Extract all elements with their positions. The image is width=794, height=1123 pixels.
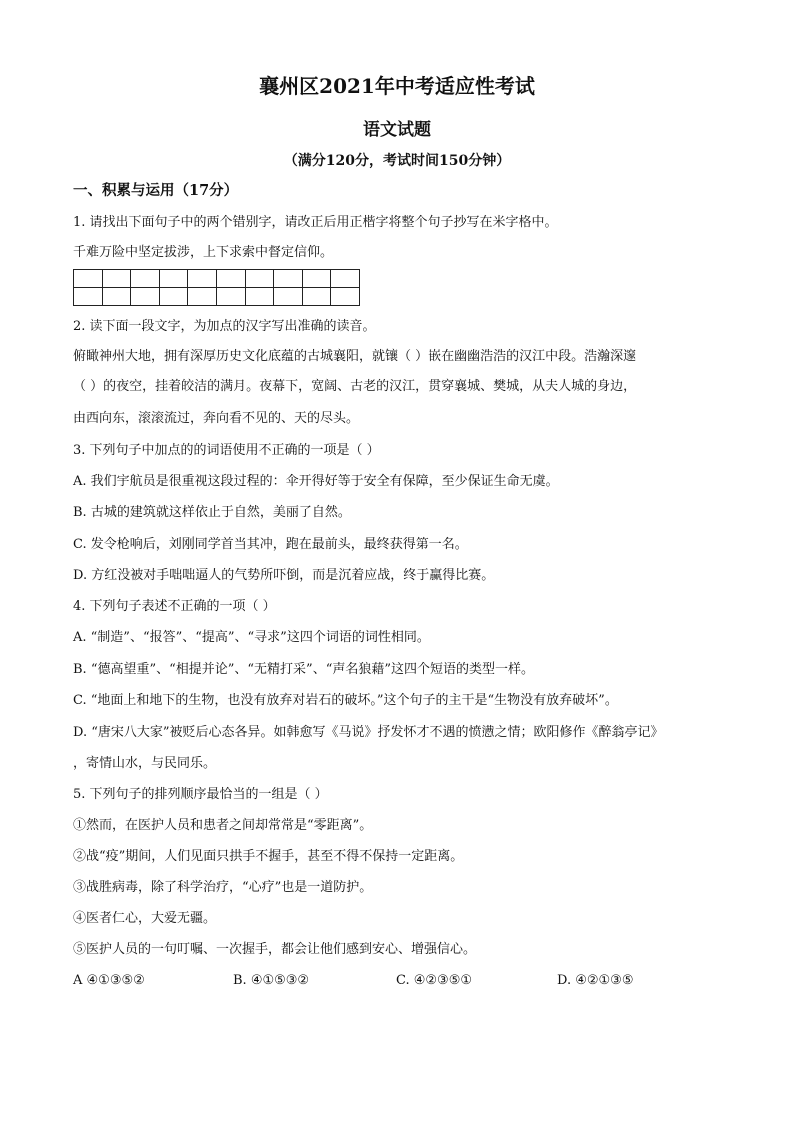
q5-prompt: 5. 下列句子的排列顺序最恰当的一组是（ ） — [73, 787, 328, 802]
exam-note: （满分120分，考试时间150分钟） — [283, 153, 511, 169]
q1-sentence: 千难万险中坚定拔涉，上下求索中督定信仰。 — [73, 245, 334, 260]
q1-prompt: 1. 请找出下面句子中的两个错别字，请改正后用正楷字将整个句子抄写在米字格中。 — [73, 215, 558, 230]
q4-option-b: B. “德高望重”、“相提并论”、“无精打采”、“声名狼藉”这四个短语的类型一样。 — [73, 662, 534, 677]
q5-option-c: C. ④②③⑤① — [396, 973, 473, 988]
exam-subtitle: 语文试题 — [363, 120, 431, 140]
q4-prompt: 4. 下列句子表述不正确的一项（ ） — [73, 599, 276, 614]
q5-option-d: D. ④②①③⑤ — [557, 973, 634, 988]
q3-option-d: D. 方红没被对手咄咄逼人的气势所吓倒，而是沉着应战，终于赢得比赛。 — [73, 568, 495, 583]
q2-line-3: 由西向东，滚滚流过，奔向看不见的、天的尽头。 — [73, 411, 360, 426]
q4-option-d-line-1: D. “唐宋八大家”被贬后心态各异。如韩愈写《马说》抒发怀才不遇的愤懑之情；欧阳修作《醉翁亭记》 — [73, 725, 664, 740]
q2-line-1: 俯瞰神州大地，拥有深厚历史文化底蕴的古城襄阳，就镶（ ）嵌在幽幽浩浩的汉江中段。浩瀚深邃 — [73, 349, 637, 364]
q4-option-c: C. “地面上和地下的生物，也没有放弃对岩石的破坏。”这个句子的主干是“生物没有放弃破坏”。 — [73, 693, 618, 708]
q3-option-b: B. 古城的建筑就这样依止于自然，美丽了自然。 — [73, 505, 351, 520]
q3-option-a: A. 我们宇航员是很重视这段过程的：伞开得好等于安全有保障，至少保证生命无虞。 — [73, 474, 559, 489]
writing-grid[interactable] — [73, 269, 360, 306]
q5-sentence-5: ⑤医护人员的一句叮嘱、一次握手，都会让他们感到安心、增强信心。 — [73, 942, 477, 957]
q2-line-2: （ ）的夜空，挂着皎洁的满月。夜幕下，宽阔、古老的汉江，贯穿襄城、樊城，从夫人城的身边， — [73, 379, 637, 394]
q5-option-b: B. ④①⑤③② — [233, 973, 310, 988]
q5-sentence-1: ①然而，在医护人员和患者之间却常常是“零距离”。 — [73, 818, 373, 833]
q4-option-d-line-2: ，寄情山水，与民同乐。 — [73, 756, 217, 771]
q5-option-a: A ④①③⑤② — [73, 973, 145, 988]
q5-sentence-2: ②战“疫”期间，人们见面只拱手不握手，甚至不得不保持一定距离。 — [73, 849, 464, 864]
q3-prompt: 3. 下列句子中加点的的词语使用不正确的一项是（ ） — [73, 443, 380, 458]
q5-sentence-3: ③战胜病毒，除了科学治疗，“心疗”也是一道防护。 — [73, 880, 373, 895]
section-heading: 一、积累与运用（17分） — [73, 182, 239, 199]
q2-prompt: 2. 读下面一段文字，为加点的汉字写出准确的读音。 — [73, 319, 376, 334]
exam-title: 襄州区2021年中考适应性考试 — [259, 74, 535, 98]
q4-option-a: A. “制造”、“报答”、“提高”、“寻求”这四个词语的词性相同。 — [73, 630, 430, 645]
q3-option-c: C. 发令枪响后，刘刚同学首当其冲，跑在最前头，最终获得第一名。 — [73, 537, 468, 552]
q5-sentence-4: ④医者仁心，大爱无疆。 — [73, 911, 217, 926]
